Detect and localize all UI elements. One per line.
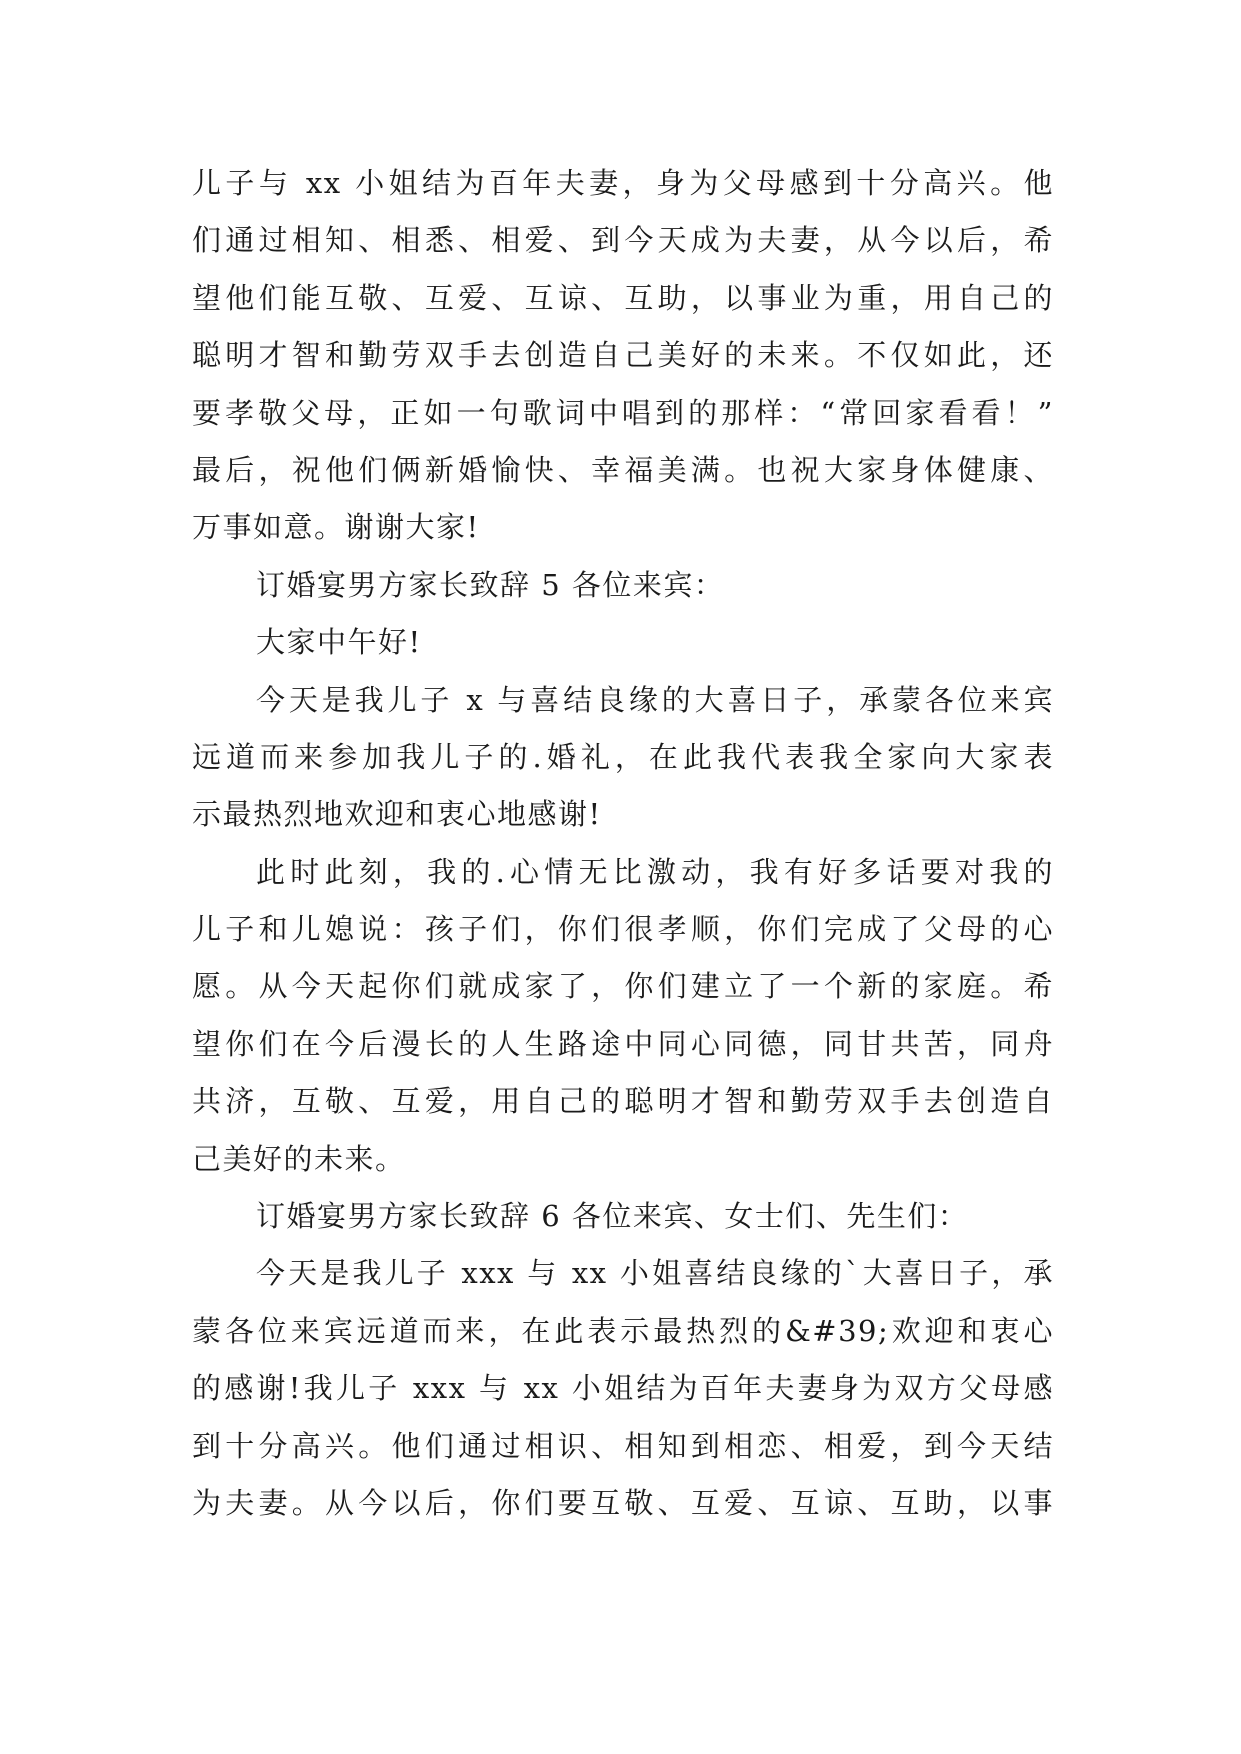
text-line: 万事如意。谢谢大家!	[192, 510, 480, 545]
text-line: 望你们在今后漫长的人生路途中同心同德，同甘共苦，同舟	[192, 1026, 1054, 1061]
section-heading: 订婚宴男方家长致辞 6 各位来宾、女士们、先生们：	[256, 1199, 969, 1234]
text-line: 今天是我儿子 xxx 与 xx 小姐喜结良缘的`大喜日子，承	[256, 1256, 1054, 1291]
text-line: 要孝敬父母，正如一句歌词中唱到的那样：“常回家看看！”	[192, 395, 1054, 430]
text-line: 示最热烈地欢迎和衷心地感谢!	[192, 797, 602, 832]
text-line: 此时此刻，我的.心情无比激动，我有好多话要对我的	[256, 854, 1054, 889]
text-line: 聪明才智和勤劳双手去创造自己美好的未来。不仅如此，还	[192, 338, 1054, 373]
text-line: 共济，互敬、互爱，用自己的聪明才智和勤劳双手去创造自	[192, 1084, 1054, 1119]
text-line: 最后，祝他们俩新婚愉快、幸福美满。也祝大家身体健康、	[192, 452, 1054, 487]
text-line: 蒙各位来宾远道而来，在此表示最热烈的&#39;欢迎和衷心	[192, 1313, 1054, 1348]
text-line: 的感谢!我儿子 xxx 与 xx 小姐结为百年夫妻身为双方父母感	[192, 1371, 1054, 1406]
text-line: 望他们能互敬、互爱、互谅、互助，以事业为重，用自己的	[192, 280, 1054, 315]
text-line: 今天是我儿子 x 与喜结良缘的大喜日子，承蒙各位来宾	[256, 682, 1054, 717]
text-line: 儿子与 xx 小姐结为百年夫妻，身为父母感到十分高兴。他	[192, 166, 1054, 200]
section-heading: 订婚宴男方家长致辞 5 各位来宾：	[256, 567, 725, 602]
text-line: 为夫妻。从今以后，你们要互敬、互爱、互谅、互助，以事	[192, 1485, 1054, 1520]
text-line: 到十分高兴。他们通过相识、相知到相恋、相爱，到今天结	[192, 1428, 1054, 1463]
text-line: 们通过相知、相悉、相爱、到今天成为夫妻，从今以后，希	[192, 223, 1054, 258]
text-line: 愿。从今天起你们就成家了，你们建立了一个新的家庭。希	[192, 969, 1054, 1004]
text-line: 儿子和儿媳说：孩子们，你们很孝顺，你们完成了父母的心	[192, 912, 1054, 947]
text-line: 己美好的未来。	[192, 1141, 406, 1176]
greeting-line: 大家中午好!	[256, 625, 422, 660]
text-line: 远道而来参加我儿子的.婚礼，在此我代表我全家向大家表	[192, 739, 1054, 774]
document-body	[192, 155, 1054, 1532]
